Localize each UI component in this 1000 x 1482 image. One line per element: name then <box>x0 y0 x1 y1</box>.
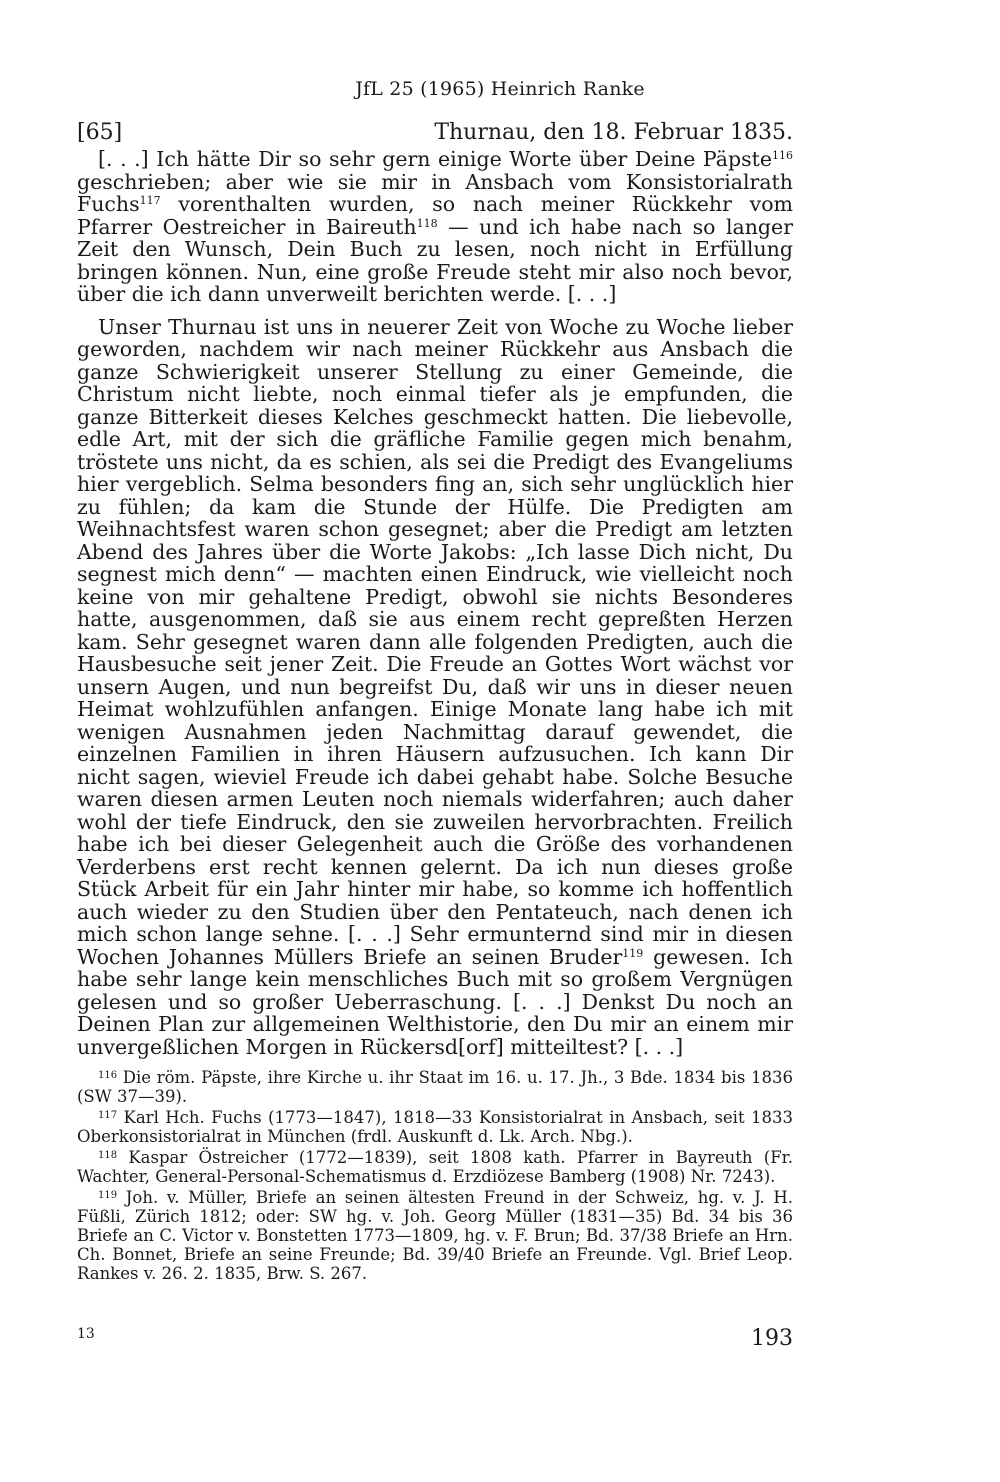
body-paragraph <box>77 316 793 1059</box>
footnote-reference: 116 <box>772 149 793 162</box>
footnote-text: Joh. v. Müller, Briefe an seinen ältesten Freund in der Schweiz, hg. v. J. H. Füßli, Zürich 1812; oder: SW hg. v. Joh. Georg Müller (1831—35) Bd. 34 bis 36 Briefe an C. Victor v. Bonstetten 1773—1809, hg. v. F. Brun; Bd. 37/38 Briefe an Hrn. Ch. Bonnet, Briefe an seine Freunde; Bd. 39/40 Briefe an Freunde. Vgl. Brief Leop. Rankes v. 26. 2. 1835, Brw. S. 267. <box>77 1188 793 1283</box>
paragraph-text: geschrieben; aber wie sie mir in Ansbach vom Konsistorialrath Fuchs <box>77 169 793 216</box>
footnote-number: 116 <box>98 1070 118 1081</box>
letter-heading <box>77 120 793 148</box>
footnote <box>77 1148 793 1186</box>
footnote-number: 118 <box>98 1150 118 1161</box>
page-number: 193 <box>751 1326 793 1351</box>
letter-place-date: Thurnau, den 18. Februar 1835. <box>434 120 793 145</box>
footnote-reference: 119 <box>622 946 644 960</box>
footnote-text: Karl Hch. Fuchs (1773—1847), 1818—33 Konsistorialrat in Ansbach, seit 1833 Oberkonsistorialrat in München (frdl. Auskunft d. Lk. Arch. Nbg.). <box>77 1108 793 1146</box>
paragraph-text: vorenthalten wurden, so nach meiner Rückkehr vom Pfarrer Oestreicher in Baireuth <box>77 192 793 239</box>
footnote-number: 117 <box>98 1110 118 1121</box>
footnote-reference: 118 <box>416 216 438 230</box>
letter-number: [65] <box>77 120 123 145</box>
footnote-number: 119 <box>98 1190 118 1201</box>
body-paragraph <box>77 148 793 306</box>
footnote <box>77 1188 793 1283</box>
signature-mark: 13 <box>77 1326 95 1342</box>
footnotes <box>77 1068 793 1283</box>
paragraph-text: — und ich habe nach so langer Zeit den Wunsch, Dein Buch zu lesen, noch nicht in Erfüllung bringen können. Nun, eine große Freude steht mir also noch bevor, über die ich dann unverweilt berichten werde. [. . .] <box>77 214 793 306</box>
footnote-text: Kaspar Östreicher (1772—1839), seit 1808 kath. Pfarrer in Bayreuth (Fr. Wachter, General-Personal-Schematismus d. Erzdiözese Bamberg (1908) Nr. 7243). <box>77 1148 793 1186</box>
paragraph-text: gewesen. Ich habe sehr lange kein menschliches Buch mit so großem Vergnügen gelesen und so großer Ueberraschung. [. . .] Denkst Du noch an Deinen Plan zur allgemeinen Welthistorie, den Du mir an einem mir unvergeßlichen Morgen in Rückersd[orf] mitteiltest? [. . .] <box>77 944 793 1059</box>
paragraph-text: [. . .] Ich hätte Dir so sehr gern einige Worte über Deine Päpste <box>98 147 772 171</box>
footnote <box>77 1108 793 1146</box>
footnote-text: Die röm. Päpste, ihre Kirche u. ihr Staat im 16. u. 17. Jh., 3 Bde. 1834 bis 1836 (SW 37—39). <box>77 1068 793 1106</box>
letter-body <box>77 148 793 1058</box>
paragraph-text: Unser Thurnau ist uns in neuerer Zeit von Woche zu Woche lieber geworden, nachdem wir nach meiner Rückkehr aus Ansbach die ganze Schwierigkeit unserer Stellung zu einer Gemeinde, die Christum nicht liebte, noch einmal tiefer als je empfunden, die ganze Bitterkeit dieses Kelches geschmeckt hatten. Die liebevolle, edle Art, mit der sich die gräfliche Familie gegen mich benahm, tröstete uns nicht, da es schien, als sei die Predigt des Evangeliums hier vergeblich. Selma besonders fing an, sich sehr unglücklich hier zu fühlen; da kam die Stunde der Hülfe. Die Predigten am Weihnachtsfest waren schon gesegnet; aber die Predigt am letzten Abend des Jahres über die Worte Jakobs: „Ich lasse Dich nicht, Du segnest mich denn“ — machten einen Eindruck, wie vielleicht noch keine von mir gehaltene Predigt, obwohl sie nichts Besonderes hatte, ausgenommen, daß sie aus einem recht gepreßten Herzen kam. Sehr gesegnet waren dann alle folgenden Predigten, auch die Hausbesuche seit jener Zeit. Die Freude an Gottes Wort wächst vor unsern Augen, und nun begreifst Du, daß wir uns in dieser neuen Heimat wohlzufühlen anfangen. Einige Monate lang habe ich mit wenigen Ausnahmen jeden Nachmittag darauf gewendet, die einzelnen Familien in ihren Häusern aufzusuchen. Ich kann Dir nicht sagen, wieviel Freude ich dabei gehabt habe. Solche Besuche waren diesen armen Leuten noch niemals widerfahren; auch daher wohl der tiefe Eindruck, den sie zuweilen hervorbrachten. Freilich habe ich bei dieser Gelegenheit auch die Größe des vorhandenen Verderbens erst recht kennen gelernt. Da ich nun dieses große Stück Arbeit für ein Jahr hinter mir habe, so komme ich hoffentlich auch wieder zu den Studien über den Pentateuch, nach denen ich mich schon lange sehne. [. . .] Sehr ermunternd sind mir in diesen Wochen Johannes Müllers Briefe an seinen Bruder <box>77 314 793 969</box>
running-head: JfL 25 (1965) Heinrich Ranke <box>355 78 645 100</box>
footnote <box>77 1068 793 1106</box>
footnote-reference: 117 <box>139 194 161 207</box>
